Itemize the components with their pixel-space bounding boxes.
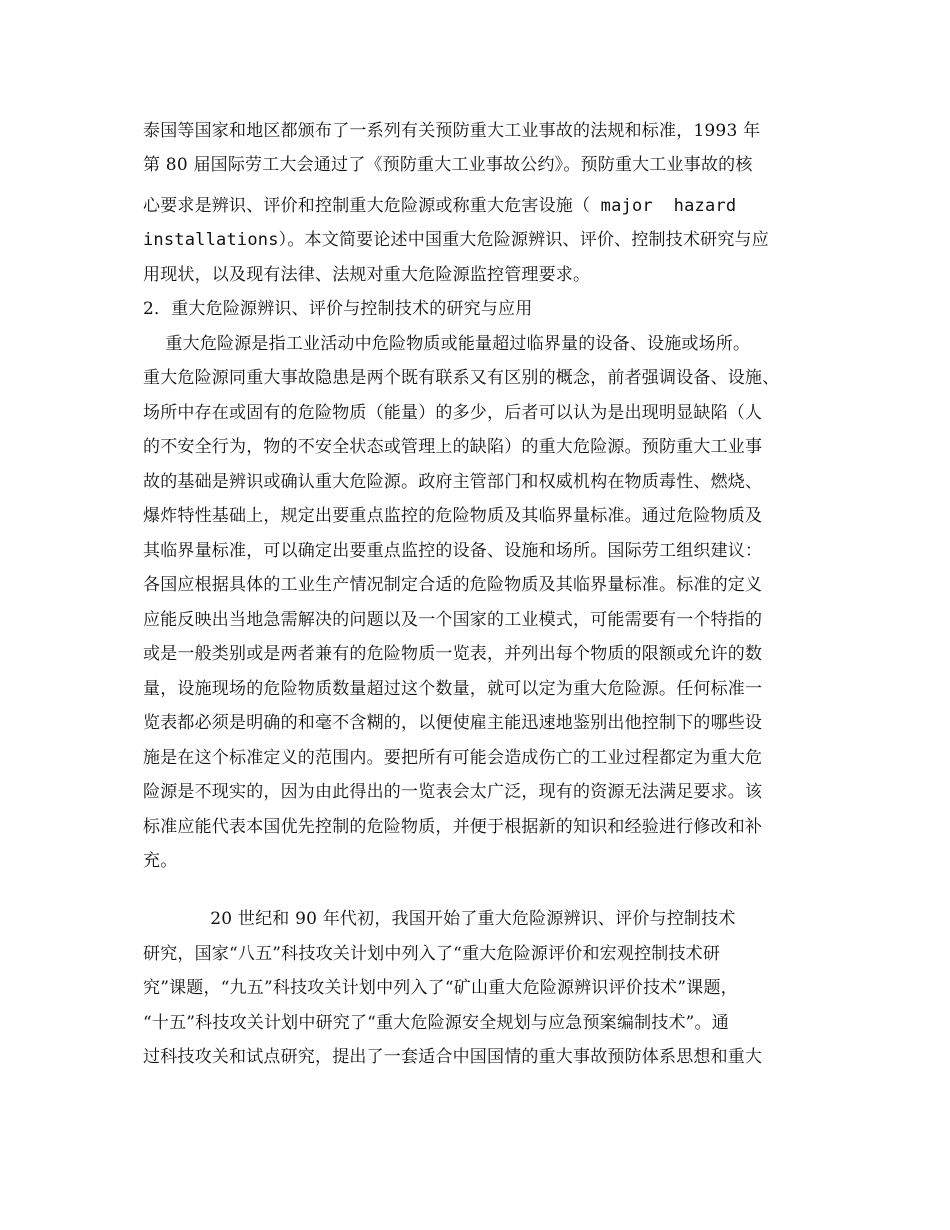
text-line: 过科技攻关和试点研究，提出了一套适合中国国情的重大事故预防体系思想和重大	[143, 1047, 763, 1067]
text-line: 其临界量标准，可以确定出要重点监控的设备、设施和场所。国际劳工组织建议：	[143, 541, 763, 561]
text-line: 览表都必须是明确的和毫不含糊的，以便使雇主能迅速地鉴别出他控制下的哪些设	[143, 713, 763, 733]
text-line: 故的基础是辨识或确认重大危险源。政府主管部门和权威机构在物质毒性、燃烧、	[143, 472, 763, 492]
text-line: 量，设施现场的危险物质数量超过这个数量，就可以定为重大危险源。任何标准一	[143, 679, 763, 699]
text-line: 第 80 届国际劳工大会通过了《预防重大工业事故公约》。预防重大工业事故的核	[143, 155, 753, 175]
text-line: 的不安全行为，物的不安全状态或管理上的缺陷）的重大危险源。预防重大工业事	[143, 437, 763, 457]
text-line: installations）。本文简要论述中国重大危险源辨识、评价、控制技术研究与应	[143, 230, 769, 250]
text-line: 泰国等国家和地区都颁布了一系列有关预防重大工业事故的法规和标准，1993 年	[143, 121, 761, 141]
text-line: 心要求是辨识、评价和控制重大危险源或称重大危害设施（ major hazard	[143, 196, 737, 216]
text-line: 重大危险源同重大事故隐患是两个既有联系又有区别的概念，前者强调设备、设施、	[143, 368, 780, 388]
text-line: 究”课题，“九五”科技攻关计划中列入了“矿山重大危险源辨识评价技术”课题，	[143, 978, 738, 998]
text-line: 爆炸特性基础上，规定出要重点监控的危险物质及其临界量标准。通过危险物质及	[143, 506, 763, 526]
text-line: 各国应根据具体的工业生产情况制定合适的危险物质及其临界量标准。标准的定义	[143, 575, 763, 595]
section-heading: 2．重大危险源辨识、评价与控制技术的研究与应用	[143, 299, 533, 319]
text-line: 标准应能代表本国优先控制的危险物质，并便于根据新的知识和经验进行修改和补	[143, 817, 763, 837]
text-line: 应能反映出当地急需解决的问题以及一个国家的工业模式，可能需要有一个特指的	[143, 610, 763, 630]
text-line: 施是在这个标准定义的范围内。要把所有可能会造成伤亡的工业过程都定为重大危	[143, 748, 763, 768]
text-line: 充。	[143, 851, 178, 871]
text-line: 研究，国家“八五”科技攻关计划中列入了“重大危险源评价和宏观控制技术研	[143, 944, 721, 964]
text-line: 险源是不现实的，因为由此得出的一览表会太广泛，现有的资源无法满足要求。该	[143, 782, 763, 802]
text-line: 场所中存在或固有的危险物质（能量）的多少，后者可以认为是出现明显缺陷（人	[143, 403, 763, 423]
text-line: 重大危险源是指工业活动中危险物质或能量超过临界量的设备、设施或场所。	[143, 334, 751, 354]
text-line: “十五”科技攻关计划中研究了“重大危险源安全规划与应急预案编制技术”。通	[143, 1013, 729, 1033]
text-line: 20 世纪和 90 年代初，我国开始了重大危险源辨识、评价与控制技术	[143, 909, 736, 929]
text-line: 用现状，以及现有法律、法规对重大危险源监控管理要求。	[143, 265, 591, 285]
text-line: 或是一般类别或是两者兼有的危险物质一览表，并列出每个物质的限额或允许的数	[143, 644, 763, 664]
